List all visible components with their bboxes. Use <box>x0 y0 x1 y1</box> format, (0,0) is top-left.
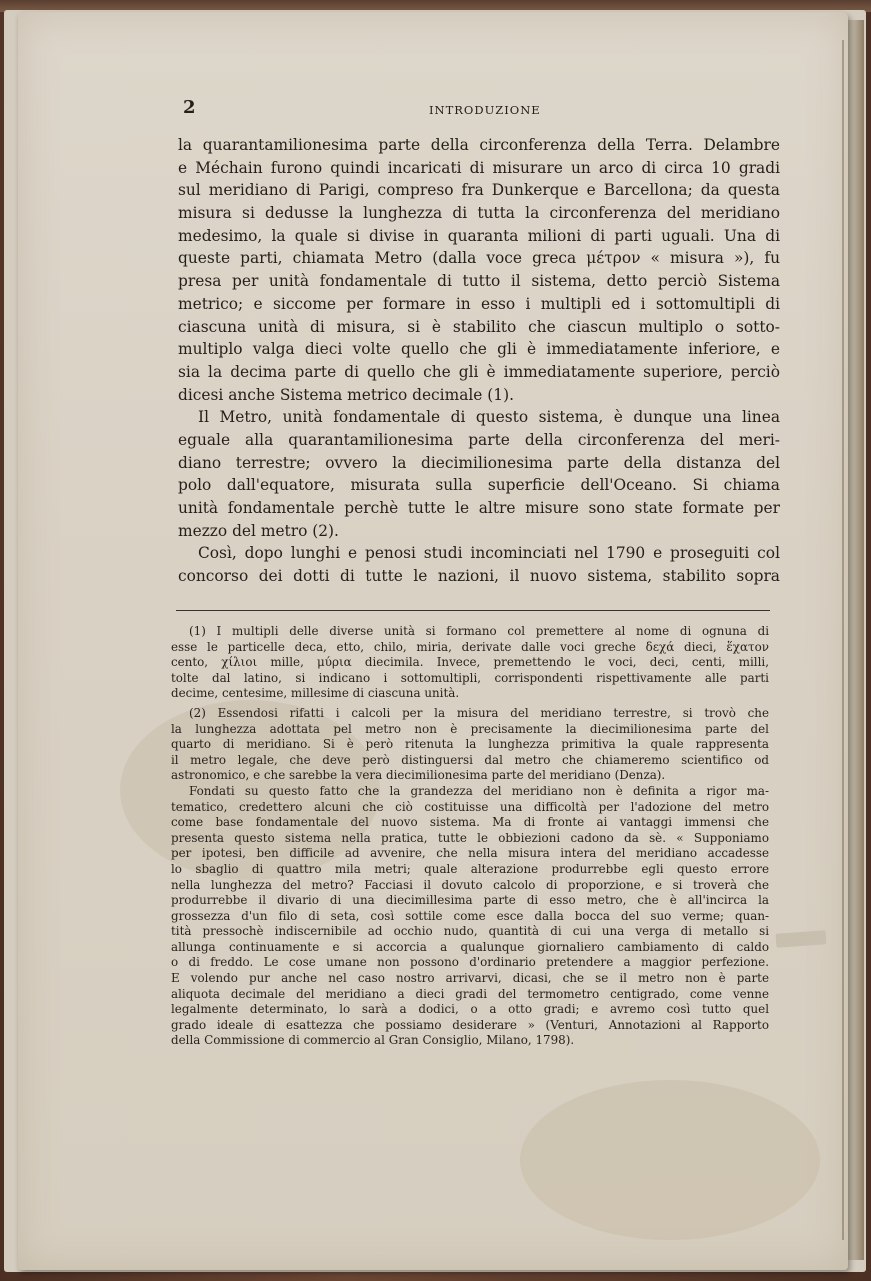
footnote-line: tolte dal latino, si indicano i sottomultipli, corrispondenti rispettivamente alle parti <box>171 670 769 685</box>
footnote-line: decime, centesime, millesime di ciascuna unità. <box>171 686 460 701</box>
body-line: sia la decima parte di quello che gli è immediatamente superiore, perciò <box>178 362 780 381</box>
body-line: metrico; e siccome per formare in esso i multipli ed i sottomultipli di <box>178 294 780 313</box>
footnote-line: produrrebbe il divario di una diecimillesima parte di esso metro, che è all'incirca la <box>171 893 769 908</box>
body-line: sul meridiano di Parigi, compreso fra Dunkerque e Barcellona; da questa <box>178 181 780 200</box>
body-line: unità fondamentale perchè tutte le altre misure sono state formate per <box>178 499 780 517</box>
footnote-line: la lunghezza adottata pel metro non è precisamente la diecimilionesima parte del <box>171 721 769 736</box>
footnote-line: per ipotesi, ben difficile ad avvenire, che nella misura intera del meridiano accadesse <box>171 846 769 861</box>
footnote-line: aliquota decimale del meridiano a dieci gradi del termometro centigrado, come venne <box>171 986 769 1001</box>
body-line: dicesi anche Sistema metrico decimale (1). <box>178 385 514 404</box>
body-line: medesimo, la quale si divise in quaranta milioni di parti uguali. Una di <box>178 226 780 245</box>
footnote-line: esse le particelle deca, etto, chilo, miria, derivate dalle voci greche δεχά dieci, ἕχατον <box>171 639 769 654</box>
footnote-line: grossezza d'un filo di seta, così sottile come esce dalla bocca del suo verme; quan- <box>171 908 769 923</box>
body-line: mezzo del metro (2). <box>178 521 339 540</box>
body-line: queste parti, chiamata Metro (dalla voce greca μέτρον « misura »), fu <box>178 249 780 268</box>
footnote-line: (1) I multipli delle diverse unità si formano col premettere al nome di ognuna di <box>189 624 769 638</box>
body-line: Così, dopo lunghi e penosi studi incominciati nel 1790 e proseguiti col <box>198 544 780 563</box>
footnote-line: presenta questo sistema nella pratica, tutte le obbiezioni cadono da sè. « Supponiamo <box>171 830 769 845</box>
footnote-line: o di freddo. Le cose umane non possono d'ordinario pretendere a maggior perfezione. <box>171 955 769 970</box>
footnote-line: della Commissione di commercio al Gran Consiglio, Milano, 1798). <box>171 1033 575 1048</box>
body-line: ciascuna unità di misura, si è stabilito che ciascun multiplo o sotto- <box>178 317 780 336</box>
page-number: 2 <box>183 97 196 118</box>
footnote-line: allunga continuamente e si accorcia a qualunque giornaliero cambiamento di caldo <box>171 939 769 954</box>
fold-crease <box>842 40 844 1240</box>
body-text <box>178 134 780 588</box>
footnote-line: nella lunghezza del metro? Facciasi il dovuto calcolo di proporzione, e si troverà che <box>171 877 769 892</box>
body-line: concorso dei dotti di tutte le nazioni, il nuovo sistema, stabilito sopra <box>178 567 780 586</box>
body-line: e Méchain furono quindi incaricati di misurare un arco di circa 10 gradi <box>178 158 780 177</box>
body-line: misura si dedusse la lunghezza di tutta la circonferenza del meridiano <box>178 204 780 223</box>
body-line: la quarantamilionesima parte della circonferenza della Terra. Delambre <box>178 136 780 154</box>
paper-stain <box>520 1080 820 1240</box>
footnote-line: come base fondamentale del nuovo sistema. Ma di fronte ai vantaggi immensi che <box>171 815 769 830</box>
footnote-separator <box>176 610 770 611</box>
footnote-line: (2) Essendosi rifatti i calcoli per la misura del meridiano terrestre, si trovò che <box>189 705 769 720</box>
footnote-line: cento, χίλιοι mille, μύρια diecimila. Invece, premettendo le voci, deci, centi, milli, <box>171 655 769 670</box>
body-line: Il Metro, unità fondamentale di questo sistema, è dunque una linea <box>198 408 780 427</box>
footnote-line: tematico, credettero alcuni che ciò costituisse una difficoltà per l'adozione del metro <box>171 799 769 814</box>
footnote-line: il metro legale, che deve però distinguersi dal metro che chiameremo scientifico od <box>171 752 769 767</box>
body-line: diano terrestre; ovvero la diecimilionesima parte della distanza del <box>178 453 780 472</box>
body-line: polo dall'equatore, misurata sulla superficie dell'Oceano. Si chiama <box>178 476 780 495</box>
body-line: presa per unità fondamentale di tutto il sistema, detto perciò Sistema <box>178 272 780 291</box>
footnote-line: Fondati su questo fatto che la grandezza del meridiano non è definita a rigor ma- <box>189 783 769 798</box>
running-title: INTRODUZIONE <box>429 103 541 117</box>
body-line: multiplo valga dieci volte quello che gli è immediatamente inferiore, e <box>178 340 780 359</box>
footnote-line: tità pressochè indiscernibile ad occhio nudo, quantità di cui una verga di metallo si <box>171 924 769 939</box>
footnote-line: legalmente determinato, lo sarà a dodici, o a otto gradi; e avremo così tutto quel <box>171 1002 769 1017</box>
footnote-line: grado ideale di esattezza che possiamo desiderare » (Venturi, Annotazioni al Rapporto <box>171 1017 769 1032</box>
footnote-line: lo sbaglio di quattro mila metri; quale alterazione produrrebbe egli questo errore <box>171 861 769 876</box>
footnotes <box>171 624 769 1049</box>
footnote-line: astronomico, e che sarebbe la vera diecimilionesima parte del meridiano (Denza). <box>171 768 666 783</box>
footnote-line: quarto di meridiano. Si è però ritenuta la lunghezza primitiva la quale rappresenta <box>171 737 769 752</box>
footnote-line: E volendo pur anche nel caso nostro arrivarvi, dicasi, che se il metro non è parte <box>171 971 769 986</box>
body-line: eguale alla quarantamilionesima parte della circonferenza del meri- <box>178 430 780 449</box>
